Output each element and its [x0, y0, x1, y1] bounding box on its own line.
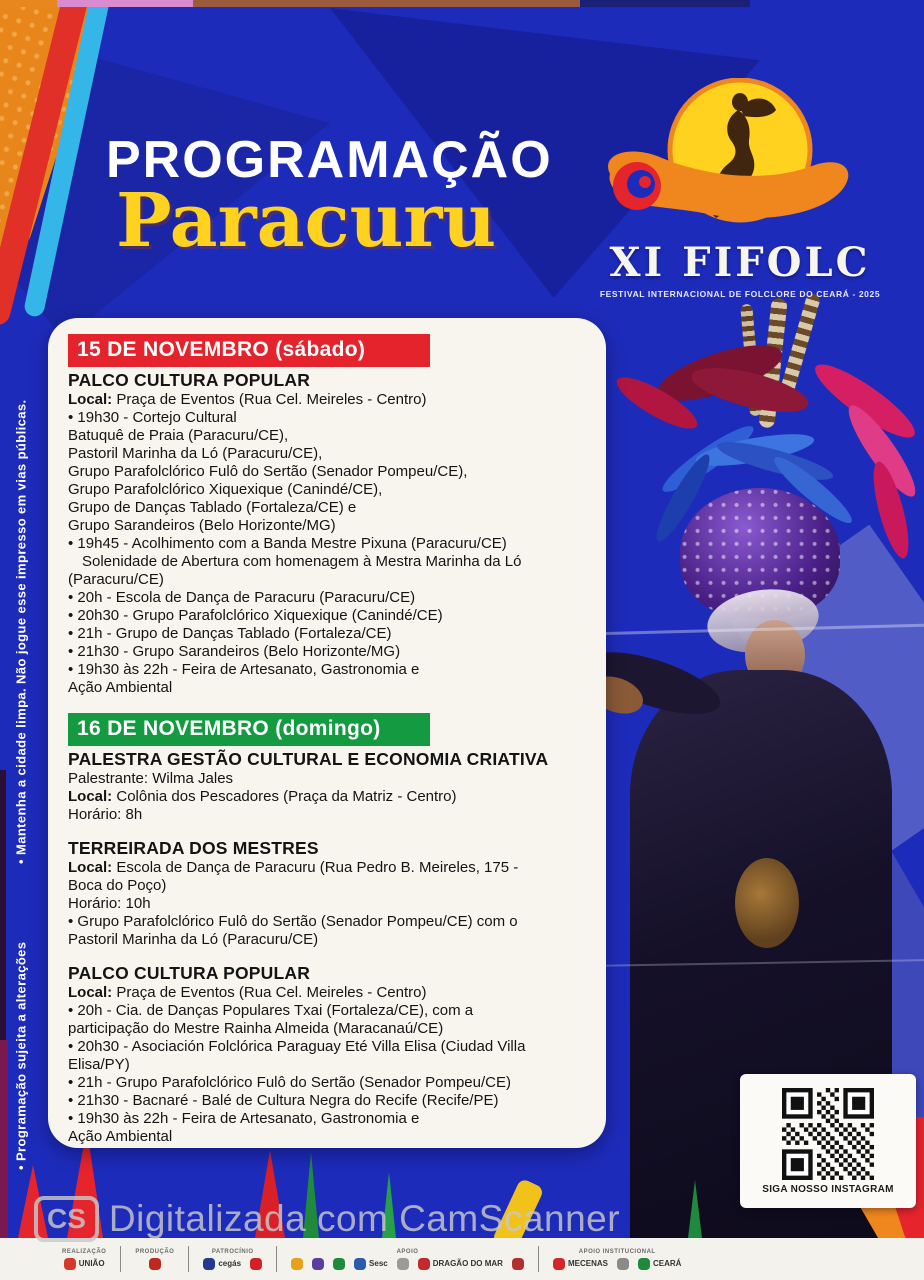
program-block: [68, 963, 588, 1146]
program-line: Grupo de Danças Tablado (Fortaleza/CE) e: [68, 499, 357, 516]
block-heading: PALESTRA GESTÃO CULTURAL E ECONOMIA CRIATIVA: [68, 749, 549, 769]
day-blocks: [68, 370, 588, 697]
footer-separator: [188, 1246, 189, 1272]
sponsor-group: [203, 1249, 262, 1270]
program-line: Local: Praça de Eventos (Rua Cel. Meireles - Centro): [68, 984, 427, 1001]
qr-caption: SIGA NOSSO INSTAGRAM: [762, 1183, 894, 1195]
program-block: [68, 370, 588, 697]
sponsor-logo: cegás: [203, 1258, 241, 1270]
sponsor-logo: [291, 1258, 303, 1270]
sponsor-logo: MECENAS: [553, 1258, 608, 1270]
day-blocks: [68, 749, 588, 1146]
day-section-15-nov: [68, 334, 588, 697]
side-note-mantenha: • Mantenha a cidade limpa. Não jogue esse impresso em vias públicas.: [13, 399, 29, 864]
day-banner: 16 DE NOVEMBRO (domingo): [68, 713, 430, 746]
sponsor-logo: [312, 1258, 324, 1270]
sun-dancer-logo-icon: [590, 78, 890, 238]
program-line: • 19h45 - Acolhimento com a Banda Mestre Pixuna (Paracuru/CE): [68, 535, 507, 552]
festival-subtitle: FESTIVAL INTERNACIONAL DE FOLCLORE DO CEARÁ - 2025: [599, 289, 881, 299]
sponsor-logo: DRAGÃO DO MAR: [418, 1258, 503, 1270]
sponsor-group-label: PATROCÍNIO: [211, 1248, 254, 1255]
program-line: • 21h - Grupo Parafolclórico Fulô do Sertão (Senador Pompeu/CE): [68, 1074, 511, 1091]
side-note: [8, 300, 34, 1170]
camscanner-watermark: [34, 1196, 620, 1242]
qr-code-icon: [782, 1088, 874, 1180]
sponsor-group: [62, 1249, 106, 1270]
program-line: Pastoril Marinha da Ló (Paracuru/CE),: [68, 445, 323, 462]
sponsor-logo: [397, 1258, 409, 1270]
program-line: Grupo Sarandeiros (Belo Horizonte/MG): [68, 517, 336, 534]
block-heading: PALCO CULTURA POPULAR: [68, 963, 311, 983]
costume-gold-detail: [735, 858, 799, 948]
footer-separator: [276, 1246, 277, 1272]
sponsor-logo: UNIÃO: [64, 1258, 105, 1270]
program-line: Ação Ambiental: [68, 1128, 173, 1145]
sponsor-logo: [250, 1258, 262, 1270]
side-note-programacao: • Programação sujeita a alterações: [13, 941, 29, 1170]
block-heading: PALCO CULTURA POPULAR: [68, 370, 311, 390]
program-line: Grupo Parafolclórico Fulô do Sertão (Senador Pompeu/CE),: [68, 463, 468, 480]
program-line: Grupo Parafolclórico Xiquexique (Canindé/CE),: [68, 481, 383, 498]
program-line: • 20h - Escola de Dança de Paracuru (Paracuru/CE): [68, 589, 416, 606]
program-line: Solenidade de Abertura com homenagem à Mestra Marinha da Ló: [82, 553, 522, 570]
program-line: • 20h30 - Asociación Folclórica Paraguay Eté Villa Elisa (Ciudad Villa: [68, 1038, 526, 1055]
program-block: [68, 749, 588, 824]
program-block: [68, 838, 588, 949]
decor-top-strip-brick: [193, 0, 580, 7]
program-line: • 20h - Cia. de Danças Populares Txai (Fortaleza/CE), com a: [68, 1002, 474, 1019]
day-banner: 15 DE NOVEMBRO (sábado): [68, 334, 430, 367]
program-line: • 19h30 - Cortejo Cultural: [68, 409, 237, 426]
program-line: • 21h - Grupo de Danças Tablado (Fortaleza/CE): [68, 625, 392, 642]
program-line: Pastoril Marinha da Ló (Paracuru/CE): [68, 931, 319, 948]
decor-top-strip-navy: [580, 0, 750, 7]
city-title: Paracuru: [116, 178, 497, 264]
sponsor-group-label: APOIO INSTITUCIONAL: [578, 1248, 656, 1255]
sponsor-logo: [149, 1258, 161, 1270]
festival-name: XI FIFOLC: [609, 239, 871, 286]
program-line: Ação Ambiental: [68, 679, 173, 696]
footer-separator: [120, 1246, 121, 1272]
program-line: • Grupo Parafolclórico Fulô do Sertão (Senador Pompeu/CE) com o: [68, 913, 518, 930]
sponsor-logo: [333, 1258, 345, 1270]
program-line: Local: Praça de Eventos (Rua Cel. Meireles - Centro): [68, 391, 427, 408]
block-heading: TERREIRADA DOS MESTRES: [68, 838, 319, 858]
sponsor-logo: Sesc: [354, 1258, 388, 1270]
program-line: Horário: 10h: [68, 895, 151, 912]
day-section-16-nov: [68, 713, 588, 1146]
program-line: • 20h30 - Grupo Parafolclórico Xiquexique (Canindé/CE): [68, 607, 443, 624]
page-title: PROGRAMAÇÃO: [106, 131, 553, 189]
program-line: • 19h30 às 22h - Feira de Artesanato, Gastronomia e: [68, 661, 420, 678]
program-line: Local: Colônia dos Pescadores (Praça da Matriz - Centro): [68, 788, 457, 805]
sponsor-group-label: REALIZAÇÃO: [62, 1248, 107, 1255]
sponsor-group-label: APOIO: [396, 1248, 419, 1255]
instagram-qr-box: [740, 1074, 916, 1208]
program-line: Batuquê de Praia (Paracuru/CE),: [68, 427, 289, 444]
camscanner-text: Digitalizada com CamScanner: [108, 1198, 621, 1239]
program-line: (Paracuru/CE): [68, 571, 164, 588]
decor-top-strip-pink: [57, 0, 193, 7]
decor-top-strip-orange: [0, 0, 57, 7]
program-line: • 21h30 - Grupo Sarandeiros (Belo Horizonte/MG): [68, 643, 401, 660]
sponsor-group-label: PRODUÇÃO: [135, 1248, 175, 1255]
camscanner-icon: CS: [34, 1196, 99, 1242]
footer-separator: [538, 1246, 539, 1272]
sponsor-logo: [617, 1258, 629, 1270]
program-line: • 19h30 às 22h - Feira de Artesanato, Gastronomia e: [68, 1110, 420, 1127]
footer-logos: [62, 1246, 681, 1272]
decor-edge-magenta: [0, 1040, 8, 1240]
program-line: Boca do Poço): [68, 877, 167, 894]
sponsor-logo: CEARÁ: [638, 1258, 681, 1270]
program-line: participação do Mestre Rainha Almeida (Maracanaú/CE): [68, 1020, 444, 1037]
program-line: Elisa/PY): [68, 1056, 130, 1073]
sponsor-group: [291, 1249, 524, 1270]
decor-edge-plum: [0, 770, 6, 1060]
program-line: • 21h30 - Bacnaré - Balé de Cultura Negra do Recife (Recife/PE): [68, 1092, 499, 1109]
sponsor-logo: [512, 1258, 524, 1270]
program-line: Horário: 8h: [68, 806, 143, 823]
sponsors-footer: [0, 1238, 924, 1280]
sponsor-group: [553, 1249, 681, 1270]
program-card: [48, 318, 606, 1148]
sponsor-group: [135, 1249, 174, 1270]
festival-logo: [590, 78, 890, 299]
program-line: Palestrante: Wilma Jales: [68, 770, 234, 787]
program-line: Local: Escola de Dança de Paracuru (Rua Pedro B. Meireles, 175 -: [68, 859, 519, 876]
